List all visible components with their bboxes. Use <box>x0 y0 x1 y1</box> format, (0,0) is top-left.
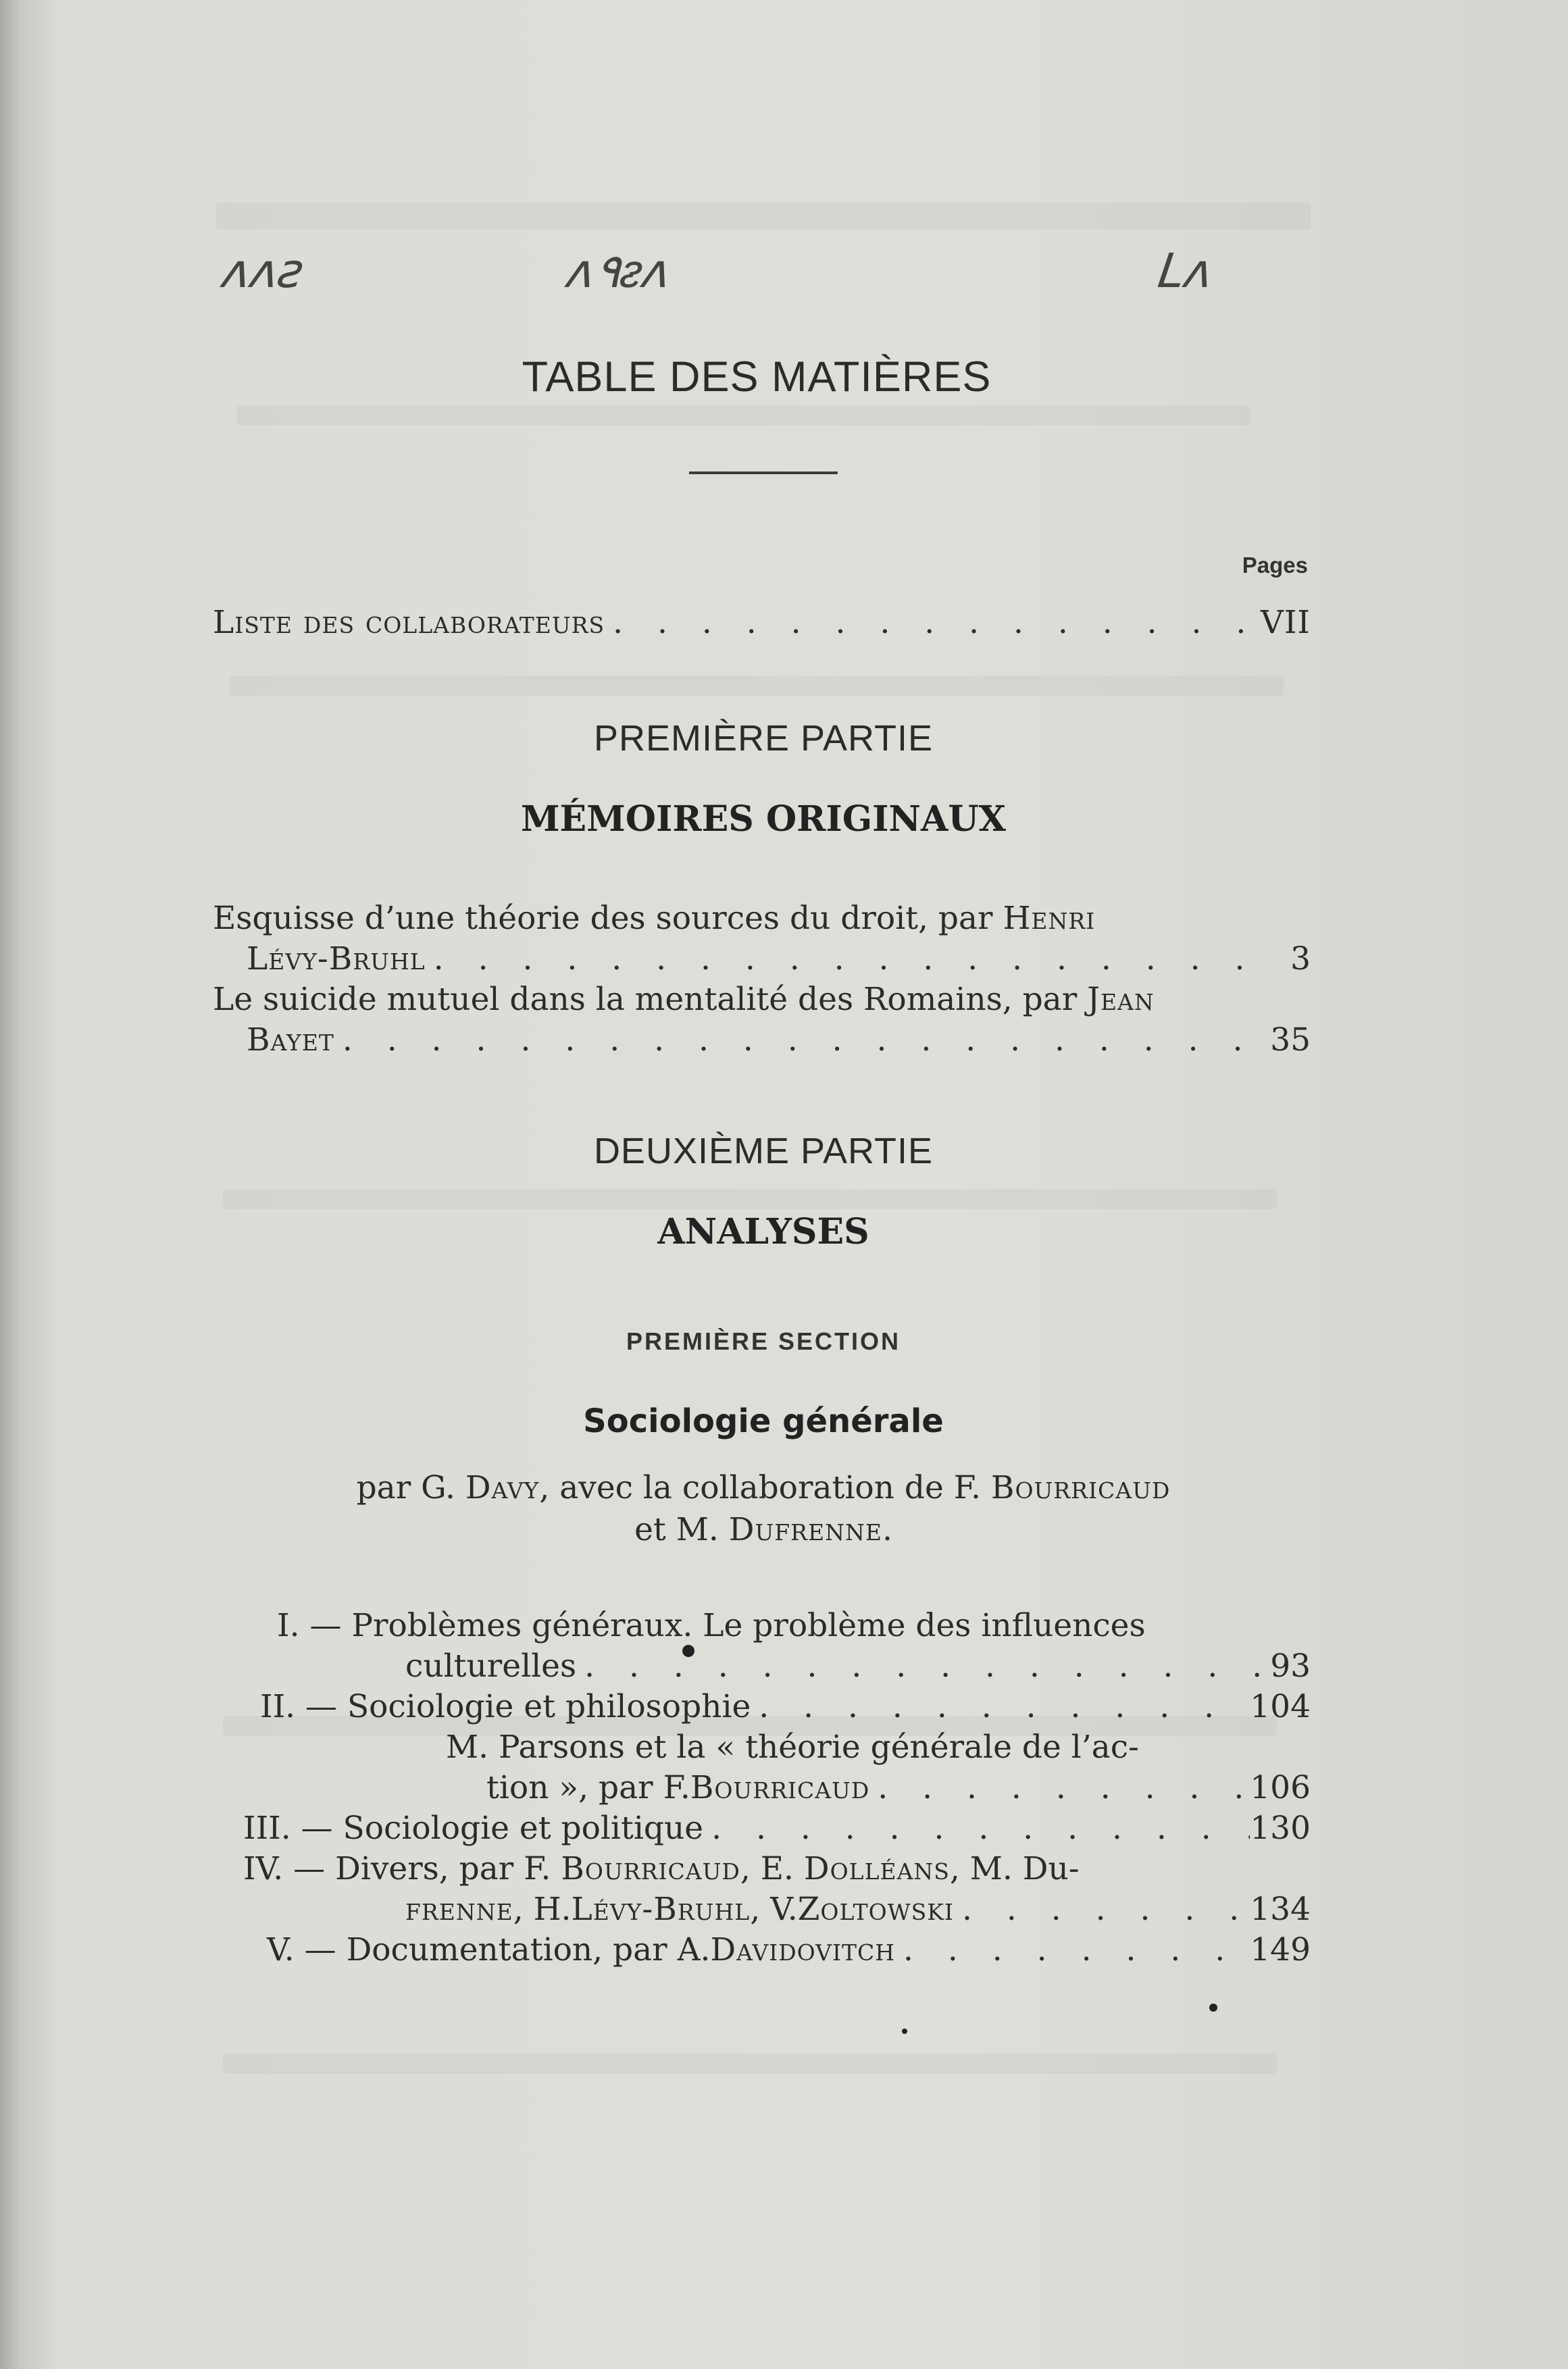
toc-entry-label: Liste des collaborateurs <box>213 604 605 641</box>
entry-title: Esquisse d’une théorie des sources du droit, par <box>213 900 1003 937</box>
item-number: V. — <box>267 1931 336 1968</box>
item-title: Documentation, par A. <box>346 1931 711 1968</box>
byline-author: Bourricaud <box>990 1469 1171 1506</box>
toc-page-number: 104 <box>1250 1688 1311 1725</box>
item-title: , H. <box>513 1891 572 1928</box>
item-author: Bourricaud <box>561 1850 740 1887</box>
entry-author: Bayet <box>247 1021 334 1059</box>
dot-leader <box>703 1809 1250 1848</box>
item-title: , V. <box>750 1891 798 1928</box>
entry-author: Jean <box>1087 981 1155 1018</box>
item-author: Bourricaud <box>690 1769 870 1806</box>
item-author: Dolléans <box>803 1850 950 1887</box>
bleed-through <box>230 676 1284 696</box>
part-subheading-1: MÉMOIRES ORIGINAUX <box>520 798 1007 840</box>
section-title: Sociologie générale <box>583 1402 944 1440</box>
page-title: TABLE DES MATIÈRES <box>522 353 992 401</box>
handwritten-mark-left: ᴧᴧꙅ <box>219 243 308 299</box>
section-byline-2 <box>0 1511 1527 1548</box>
bleed-through <box>216 203 1311 230</box>
item-title: Sociologie et politique <box>343 1810 704 1847</box>
toc-subitem-parsons-line2 <box>486 1768 1311 1808</box>
title-rule <box>689 472 838 474</box>
byline-text: , avec la collaboration de F. <box>539 1469 991 1506</box>
dot-leader <box>869 1768 1250 1808</box>
section-byline-1 <box>0 1469 1527 1506</box>
item-author: Lévy-Bruhl <box>571 1891 751 1928</box>
toc-page-number: 130 <box>1250 1810 1311 1847</box>
byline-author: Dufrenne <box>728 1511 882 1548</box>
byline-text: par G. <box>356 1469 465 1506</box>
item-title: culturelles <box>405 1648 577 1685</box>
item-author: Davidovitch <box>710 1931 896 1968</box>
toc-page-number: 3 <box>1290 940 1311 977</box>
toc-page-number: 106 <box>1250 1769 1311 1806</box>
ink-speck <box>1209 2004 1217 2012</box>
toc-item-IV-line2 <box>405 1890 1311 1929</box>
toc-entry-sources-du-droit <box>213 899 1219 938</box>
toc-page-number: 149 <box>1250 1931 1311 1968</box>
toc-page-number: VII <box>1260 604 1311 641</box>
item-number: III. — <box>243 1810 333 1847</box>
dot-leader <box>954 1890 1250 1929</box>
entry-title: Le suicide mutuel dans la mentalité des Romains, par <box>213 981 1088 1018</box>
toc-item-I <box>277 1606 1146 1646</box>
toc-page-number: 35 <box>1270 1021 1311 1059</box>
part-heading-1: PREMIÈRE PARTIE <box>593 718 934 759</box>
pages-column-label: Pages <box>1242 553 1308 578</box>
section-label: PREMIÈRE SECTION <box>626 1327 901 1355</box>
item-title: Problèmes généraux. Le problème des influences <box>351 1607 1146 1644</box>
part-subheading-2: ANALYSES <box>657 1211 869 1252</box>
item-title: Sociologie et philosophie <box>347 1688 751 1725</box>
item-title: Divers, par F. <box>335 1850 561 1887</box>
toc-subitem-parsons <box>446 1728 1139 1767</box>
toc-page-number: 134 <box>1250 1891 1311 1928</box>
toc-entry-suicide-mutuel <box>213 980 1155 1019</box>
ink-speck <box>902 2029 907 2034</box>
byline-text: et M. <box>634 1511 729 1548</box>
toc-item-IV <box>243 1850 1080 1889</box>
byline-author: Davy <box>465 1469 540 1506</box>
bleed-through <box>223 2054 1277 2074</box>
dot-leader <box>426 940 1270 979</box>
dot-leader <box>576 1647 1270 1686</box>
handwritten-mark-center: ᴧ٩ᴤᴧ <box>563 243 675 299</box>
entry-author: Henri <box>1003 900 1096 937</box>
toc-item-I-line2 <box>405 1647 1311 1686</box>
toc-entry-suicide-mutuel-line2 <box>247 1021 1311 1060</box>
bleed-through <box>236 405 1250 426</box>
toc-page-number: 93 <box>1270 1648 1311 1685</box>
item-title: , M. Du- <box>949 1850 1080 1887</box>
item-number: I. — <box>277 1607 342 1644</box>
toc-item-V <box>267 1931 1311 1970</box>
handwritten-mark-right: ᒪᴧ <box>1155 243 1217 299</box>
toc-item-II <box>260 1687 1311 1727</box>
dot-leader <box>334 1021 1270 1060</box>
dot-leader <box>895 1931 1250 1970</box>
byline-text: . <box>882 1511 892 1548</box>
entry-author: Lévy-Bruhl <box>247 940 426 977</box>
dot-leader <box>751 1687 1250 1727</box>
item-author: Zoltowski <box>797 1891 954 1928</box>
item-number: II. — <box>260 1688 338 1725</box>
item-title: tion », par F. <box>486 1769 690 1806</box>
item-title: , E. <box>740 1850 804 1887</box>
item-title: M. Parsons et la « théorie générale de l’ac- <box>446 1729 1139 1766</box>
item-author: frenne <box>405 1891 513 1928</box>
part-heading-2: DEUXIÈME PARTIE <box>593 1131 934 1171</box>
toc-entry-collaborateurs <box>213 603 1311 642</box>
toc-entry-sources-du-droit-line2 <box>247 940 1311 979</box>
bleed-through <box>223 1189 1277 1209</box>
toc-item-III <box>243 1809 1311 1848</box>
item-number: IV. — <box>243 1850 326 1887</box>
ink-speck <box>682 1645 694 1657</box>
dot-leader <box>605 603 1261 642</box>
